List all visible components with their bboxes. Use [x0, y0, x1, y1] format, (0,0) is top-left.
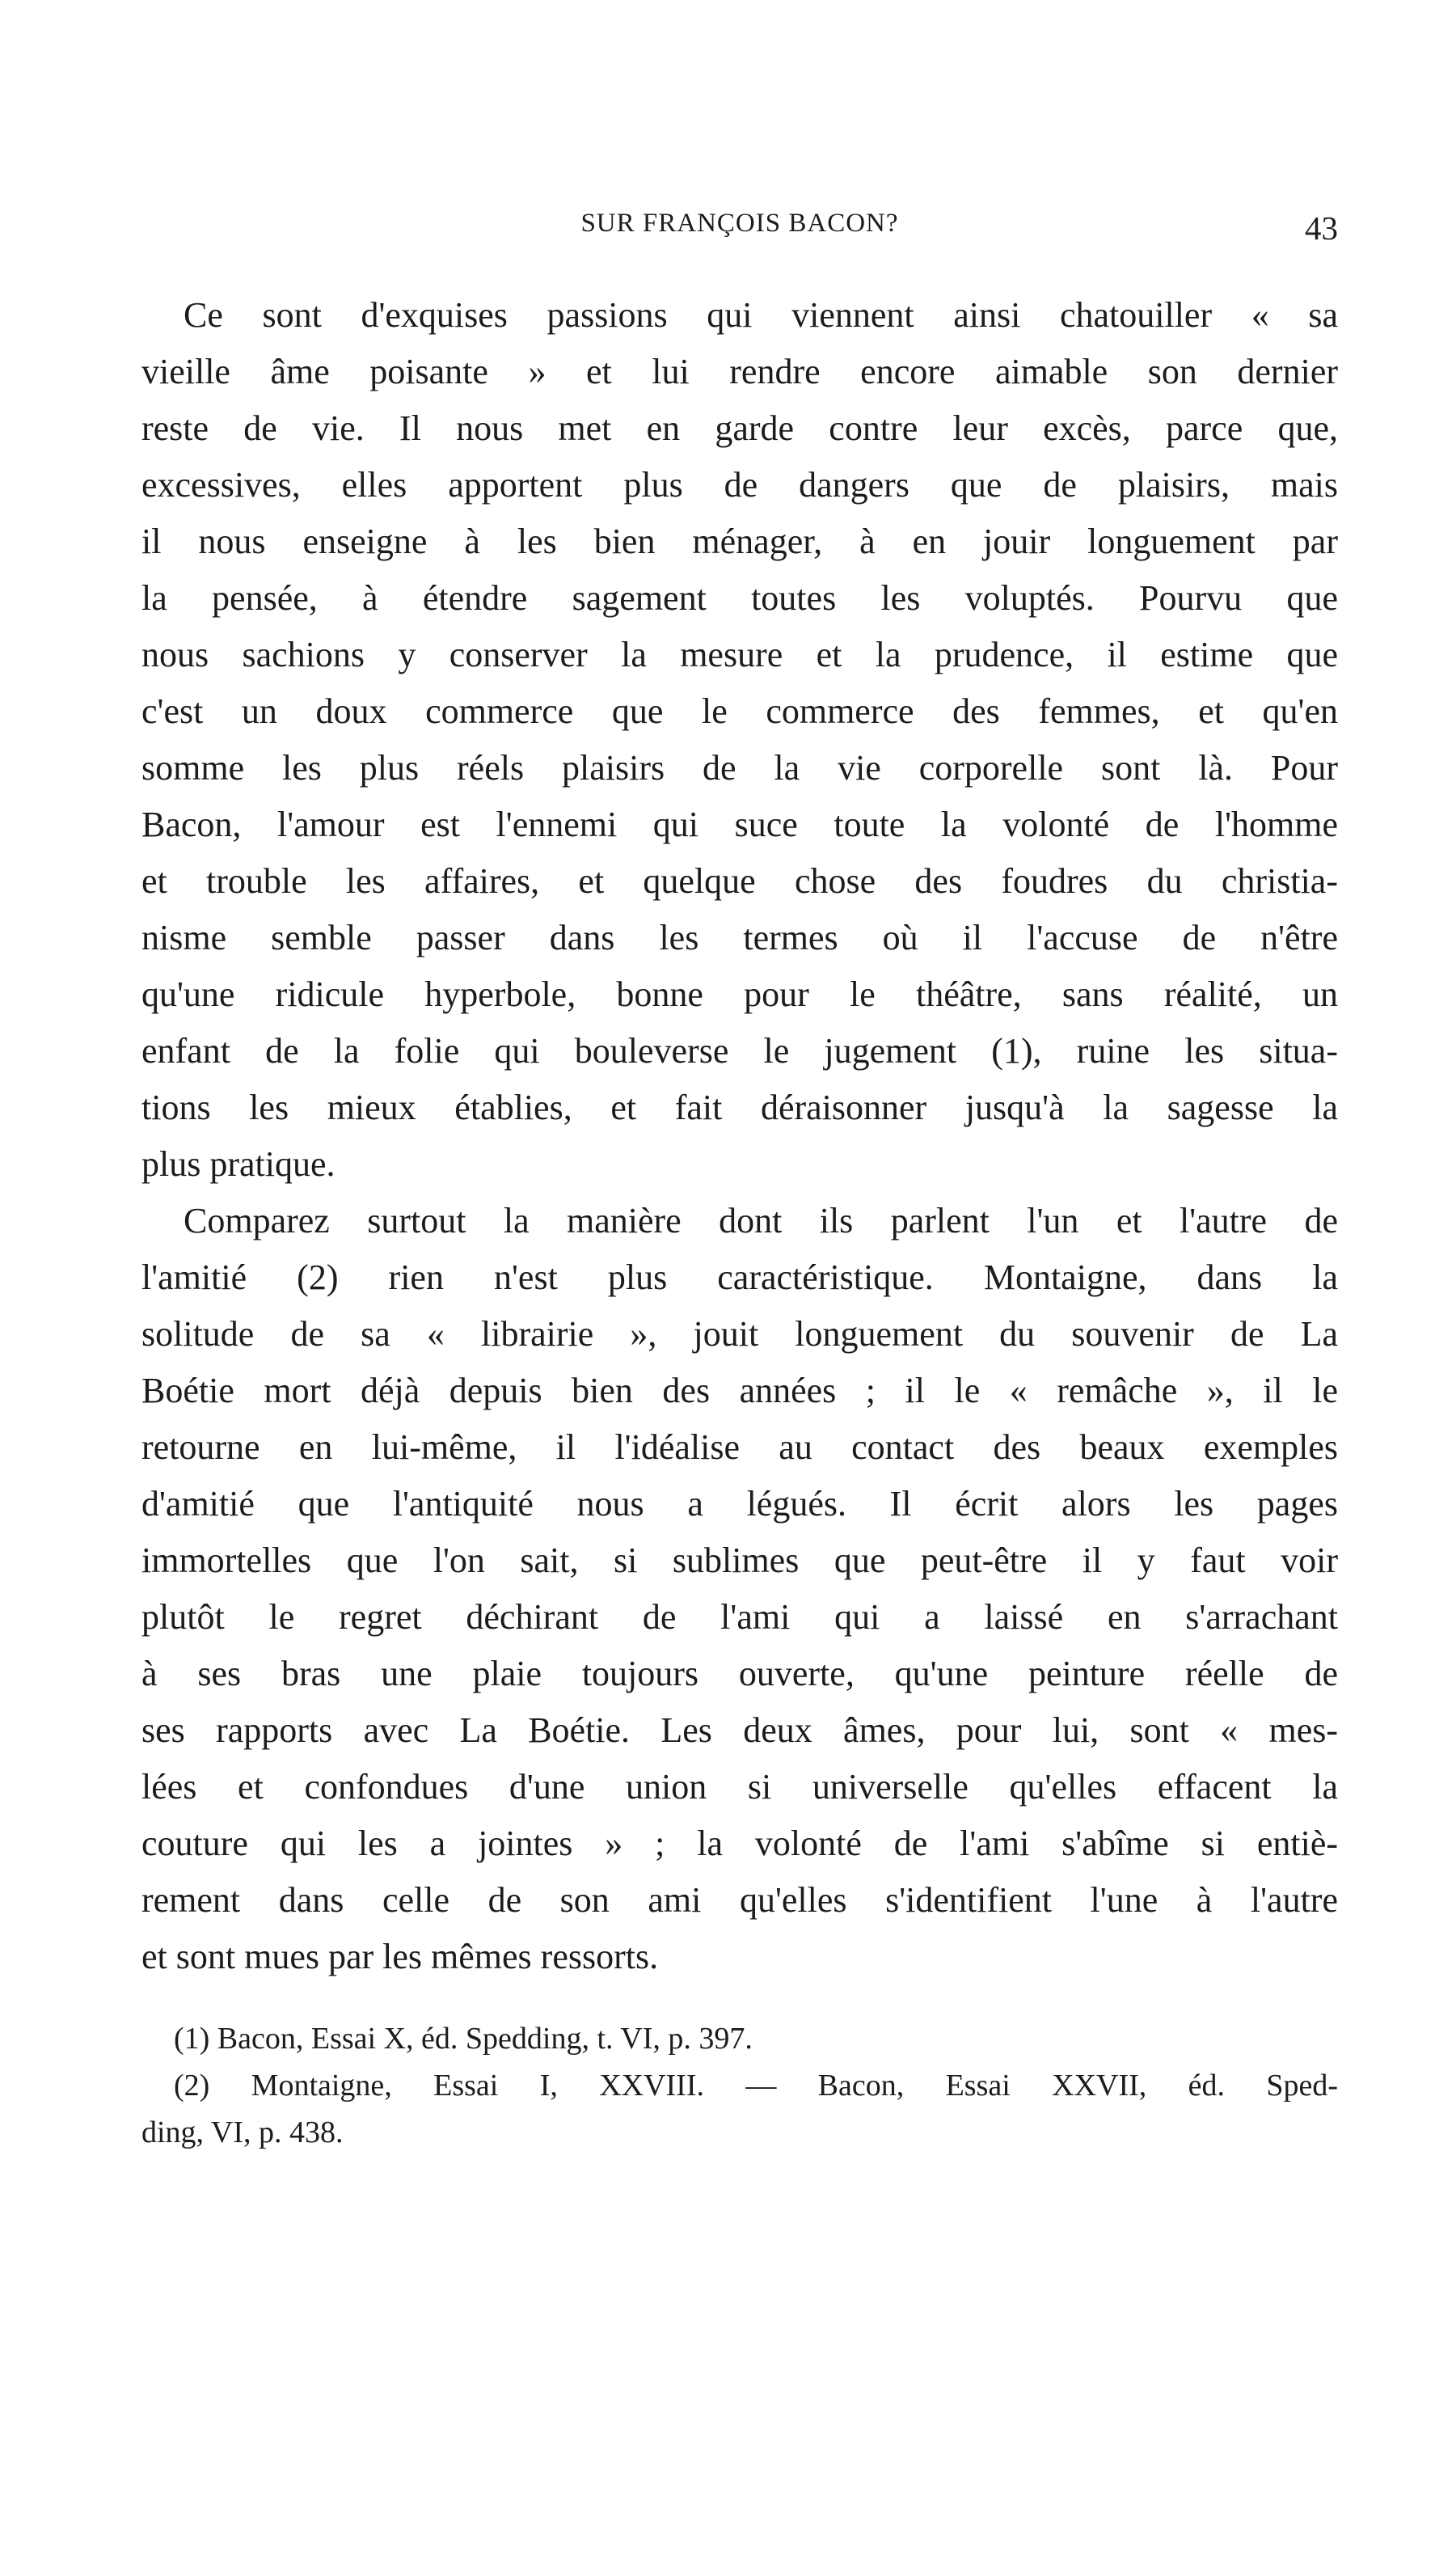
text-line: d'amitié que l'antiquité nous a légués. Il écrit alors les pages — [141, 1484, 1338, 1524]
text-line: plus pratique. — [141, 1144, 336, 1184]
footnote-2-continuation: ding, VI, p. 438. — [141, 2115, 344, 2149]
text-line: Bacon, l'amour est l'ennemi qui suce toute la volonté de l'homme — [141, 805, 1338, 844]
text-line: et sont mues par les mêmes ressorts. — [141, 1937, 659, 1976]
text-line: c'est un doux commerce que le commerce des femmes, et qu'en — [141, 691, 1338, 731]
text-line: Boétie mort déjà depuis bien des années ; il le « remâche », il le — [141, 1371, 1338, 1410]
text-line: nous sachions y conserver la mesure et la prudence, il estime que — [141, 635, 1338, 674]
running-title: SUR FRANÇOIS BACON? — [580, 209, 899, 238]
footnote-2: (2) Montaigne, Essai I, XXVIII. — Bacon, Essai XXVII, éd. Sped- — [174, 2069, 1338, 2103]
text-line: l'amitié (2) rien n'est plus caractéristique. Montaigne, dans la — [141, 1257, 1338, 1297]
text-line: somme les plus réels plaisirs de la vie corporelle sont là. Pour — [141, 748, 1338, 788]
text-line: plutôt le regret déchirant de l'ami qui a laissé en s'arrachant — [141, 1597, 1338, 1637]
text-line: solitude de sa « librairie », jouit longuement du souvenir de La — [141, 1314, 1338, 1354]
text-line: nisme semble passer dans les termes où il l'accuse de n'être — [141, 918, 1338, 957]
text-line: et trouble les affaires, et quelque chose des foudres du christia- — [141, 861, 1338, 901]
text-line: ses rapports avec La Boétie. Les deux âmes, pour lui, sont « mes- — [141, 1710, 1338, 1750]
text-line: immortelles que l'on sait, si sublimes que peut-être il y faut voir — [141, 1541, 1338, 1580]
footnote-1: (1) Bacon, Essai X, éd. Spedding, t. VI, p. 397. — [174, 2022, 753, 2056]
footnotes — [141, 2015, 1338, 2156]
text-line: excessives, elles apportent plus de dangers que de plaisirs, mais — [141, 465, 1338, 505]
text-line: la pensée, à étendre sagement toutes les voluptés. Pourvu que — [141, 578, 1338, 618]
text-line: couture qui les a jointes » ; la volonté de l'ami s'abîme si entiè- — [141, 1824, 1338, 1863]
text-line: tions les mieux établies, et fait déraisonner jusqu'à la sagesse la — [141, 1088, 1338, 1127]
text-line: il nous enseigne à les bien ménager, à en jouir longuement par — [141, 522, 1338, 561]
page-number: 43 — [1305, 209, 1338, 247]
text-line: Comparez surtout la manière dont ils parlent l'un et l'autre de — [184, 1201, 1338, 1240]
text-line: à ses bras une plaie toujours ouverte, qu'une peinture réelle de — [141, 1654, 1338, 1693]
running-header — [141, 209, 1338, 257]
text-line: retourne en lui-même, il l'idéalise au contact des beaux exemples — [141, 1427, 1338, 1467]
text-line: Ce sont d'exquises passions qui viennent ainsi chatouiller « sa — [184, 295, 1338, 335]
text-line: qu'une ridicule hyperbole, bonne pour le théâtre, sans réalité, un — [141, 974, 1338, 1014]
text-line: rement dans celle de son ami qu'elles s'identifient l'une à l'autre — [141, 1880, 1338, 1920]
text-line: lées et confondues d'une union si universelle qu'elles effacent la — [141, 1767, 1338, 1807]
body-text — [141, 287, 1338, 1985]
text-line: reste de vie. Il nous met en garde contre leur excès, parce que, — [141, 408, 1338, 448]
text-line: vieille âme poisante » et lui rendre encore aimable son dernier — [141, 352, 1338, 391]
text-line: enfant de la folie qui bouleverse le jugement (1), ruine les situa- — [141, 1031, 1338, 1071]
